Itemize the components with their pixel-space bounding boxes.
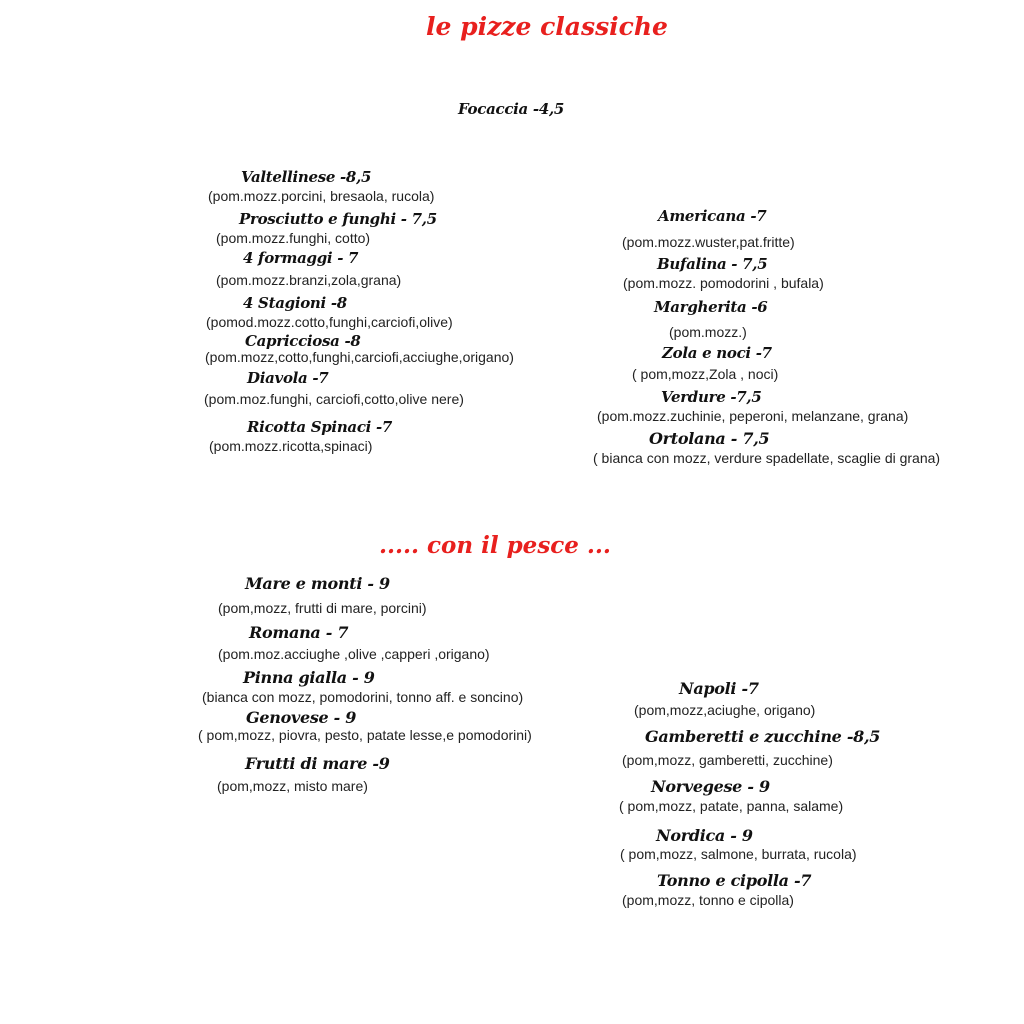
menu-item-name: Margherita -6 (654, 298, 768, 316)
menu-item-desc: (pom.mozz.funghi, cotto) (216, 230, 371, 246)
menu-item-desc: ( pom,mozz, salmone, burrata, rucola) (620, 846, 857, 862)
menu-item-desc: (pom.mozz. pomodorini , bufala) (623, 275, 824, 291)
menu-item-desc: (pom.moz.funghi, carciofi,cotto,olive nere) (204, 391, 464, 407)
menu-item-desc: (pom,mozz,aciughe, origano) (634, 702, 816, 718)
menu-item-name: Nordica - 9 (656, 826, 753, 845)
menu-item-name: Ortolana - 7,5 (649, 429, 770, 448)
menu-item-desc: (pom,mozz, misto mare) (217, 778, 368, 794)
menu-item-name: 4 formaggi - 7 (243, 249, 359, 267)
section-title-fish: ..... con il pesce ... (379, 532, 611, 559)
menu-item-name: Tonno e cipolla -7 (657, 871, 812, 890)
menu-item-desc: (pomod.mozz.cotto,funghi,carciofi,olive) (206, 314, 453, 330)
menu-item-desc: (pom.mozz,cotto,funghi,carciofi,acciughe,origano) (205, 349, 514, 365)
menu-item-desc: (pom.mozz.) (669, 324, 747, 340)
menu-item-desc: (pom,mozz, frutti di mare, porcini) (218, 600, 427, 616)
menu-item-name: Napoli -7 (679, 679, 759, 698)
page-title: le pizze classiche (426, 12, 668, 41)
menu-item-desc: ( bianca con mozz, verdure spadellate, scaglie di grana) (593, 450, 941, 466)
menu-item-name: Americana -7 (658, 207, 767, 225)
menu-item-name: Prosciutto e funghi - 7,5 (239, 210, 437, 228)
menu-item-desc: (bianca con mozz, pomodorini, tonno aff. e soncino) (202, 689, 524, 705)
menu-item-name: Ricotta Spinaci -7 (247, 418, 393, 436)
menu-item-name: Frutti di mare -9 (245, 754, 390, 773)
menu-item-desc: (pom.mozz.porcini, bresaola, rucola) (208, 188, 435, 204)
menu-item-desc: ( pom,mozz,Zola , noci) (632, 366, 779, 382)
menu-item-name: Capricciosa -8 (245, 332, 361, 350)
menu-item-name: Gamberetti e zucchine -8,5 (645, 727, 881, 746)
menu-item-desc: ( pom,mozz, patate, panna, salame) (619, 798, 844, 814)
menu-item-desc: (pom.moz.acciughe ,olive ,capperi ,origano) (218, 646, 490, 662)
menu-item-name: Mare e monti - 9 (245, 574, 390, 593)
menu-item-name: Romana - 7 (249, 623, 349, 642)
menu-item-name: Norvegese - 9 (651, 777, 770, 796)
menu-item-name: Zola e noci -7 (662, 344, 772, 362)
menu-item-name: Bufalina - 7,5 (657, 255, 768, 273)
menu-item-name: 4 Stagioni -8 (243, 294, 347, 312)
menu-item-desc: (pom,mozz, gamberetti, zucchine) (622, 752, 833, 768)
menu-item-name: Diavola -7 (247, 369, 329, 387)
menu-item-name: Valtellinese -8,5 (241, 168, 372, 186)
menu-item-desc: ( pom,mozz, piovra, pesto, patate lesse,e pomodorini) (198, 727, 532, 743)
menu-item-desc: (pom.mozz.wuster,pat.fritte) (622, 234, 795, 250)
menu-item-desc: (pom.mozz.branzi,zola,grana) (216, 272, 402, 288)
menu-item-desc: (pom,mozz, tonno e cipolla) (622, 892, 794, 908)
menu-item-name: Pinna gialla - 9 (243, 668, 375, 687)
menu-item-name: Genovese - 9 (246, 708, 357, 727)
menu-item-desc: (pom.mozz.ricotta,spinaci) (209, 438, 373, 454)
menu-item-focaccia: Focaccia -4,5 (458, 100, 565, 118)
menu-item-desc: (pom.mozz.zuchinie, peperoni, melanzane, grana) (597, 408, 909, 424)
menu-item-name: Verdure -7,5 (661, 388, 762, 406)
